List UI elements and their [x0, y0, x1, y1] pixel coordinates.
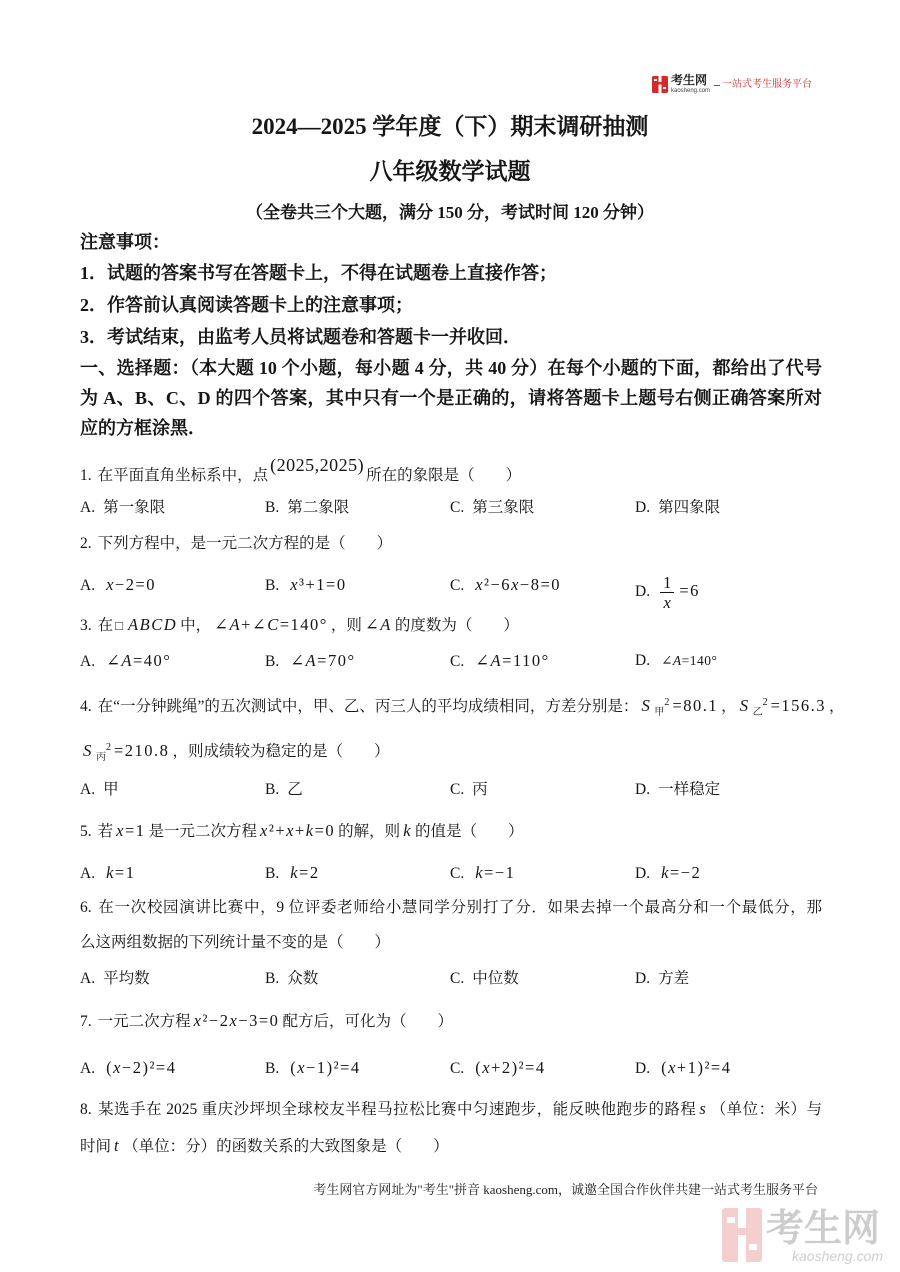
stem-text: 所在的象限是（ ）	[366, 467, 522, 484]
option-text: 一样稳定	[658, 781, 721, 798]
separator: ，	[172, 743, 188, 761]
option-letter: D.	[635, 652, 651, 669]
stem-text: （单位：分）的函数关系的大致图象是（ ）	[123, 1138, 449, 1155]
notes-item-3: 3．考试结束，由监考人员将试题卷和答题卡一并收回．	[80, 327, 521, 347]
variance-subscript: 甲	[654, 707, 665, 719]
option-text: 第四象限	[658, 499, 721, 516]
option-d	[635, 573, 703, 612]
option-letter: C.	[450, 970, 465, 987]
option-letter: A.	[80, 781, 96, 798]
stem-text: 的度数为（ ）	[394, 617, 519, 634]
option-d	[635, 1056, 734, 1081]
option-math: ∠A=110°	[475, 651, 550, 670]
option-letter: D.	[635, 865, 651, 882]
stem-text: 若	[97, 823, 114, 840]
question-6-stem-line-2: 么这两组数据的下列统计量不变的是（ ）	[80, 934, 391, 951]
option-letter: C.	[450, 865, 465, 882]
stem-text: 的解，则	[338, 823, 401, 840]
kaosheng-logo-icon	[722, 1208, 762, 1262]
option-letter: C.	[450, 1060, 465, 1077]
option-letter: A.	[80, 653, 96, 670]
option-text: 第一象限	[103, 499, 166, 516]
question-number: 7.	[80, 1013, 92, 1030]
option-b	[265, 967, 318, 991]
question-number: 6.	[80, 899, 92, 916]
equation: x²+x+k=0	[260, 821, 336, 840]
option-letter: B.	[265, 1060, 280, 1077]
variance-bing	[80, 741, 111, 764]
variance-value: =156.3	[770, 696, 827, 716]
question-5-options	[80, 861, 822, 885]
root-value: x=1	[116, 821, 146, 840]
option-d	[635, 778, 720, 802]
stem-text: （单位：米）与	[710, 1101, 822, 1118]
variance-jia	[638, 696, 670, 719]
option-text: 众数	[287, 970, 319, 987]
equation: x²−2x−3=0	[193, 1011, 280, 1030]
option-letter: C.	[450, 653, 465, 670]
variance-symbol: S	[739, 696, 750, 716]
option-letter: B.	[265, 653, 280, 670]
fraction-numerator: 1	[660, 573, 674, 593]
variance-value: =210.8	[114, 741, 170, 761]
option-b	[265, 1056, 364, 1081]
option-letter: D.	[635, 583, 651, 601]
question-3-stem	[80, 613, 519, 638]
question-2-stem	[80, 532, 392, 556]
option-c	[450, 861, 518, 886]
question-1-stem	[80, 455, 522, 488]
option-c	[450, 649, 553, 674]
option-letter: B.	[265, 577, 280, 594]
option-b	[265, 861, 323, 886]
time-variable: t	[114, 1136, 121, 1155]
option-letter: D.	[635, 1060, 651, 1077]
stem-text: 在	[97, 617, 114, 634]
option-d	[635, 967, 689, 991]
page-footer: 考生网官方网址为"考生"拼音 kaosheng.com，诚邀全国合作伙伴共建一站式考生服务平台	[313, 1182, 818, 1197]
notes-item-1: 1．试题的答案书写在答题卡上，不得在试题卷上直接作答；	[80, 263, 557, 283]
variance-subscript: 乙	[752, 707, 763, 719]
option-a	[80, 778, 119, 802]
option-letter: C.	[450, 577, 465, 594]
option-text: 丙	[472, 781, 488, 798]
parallelogram-symbol: □	[115, 618, 123, 633]
variable: k	[403, 821, 413, 840]
stem-text: 在“一分钟跳绳”的五次测试中，甲、乙、丙三人的平均成绩相同，方差分别是：	[97, 698, 639, 716]
section-one-line-3: 应的方框涂黑．	[80, 418, 206, 438]
stem-text: 某选手在 2025 重庆沙坪坝全球校友半程马拉松比赛中匀速跑步，能反映他跑步的路程	[97, 1101, 697, 1118]
option-math: ∠A=40°	[106, 651, 172, 670]
watermark-brand: 考生网	[766, 1206, 881, 1250]
question-8-stem-line-1	[80, 1097, 822, 1122]
exam-title: 2024—2025 学年度（下）期末调研抽测	[251, 114, 649, 139]
option-math: k=1	[106, 863, 136, 882]
stem-text: 时间	[80, 1138, 112, 1155]
option-text: 平均数	[103, 970, 150, 987]
option-a	[80, 573, 159, 598]
question-4-options	[80, 778, 822, 802]
option-letter: A.	[80, 970, 96, 987]
option-math: x²−6x−8=0	[475, 575, 562, 594]
distance-variable: s	[699, 1099, 708, 1118]
option-c	[450, 1056, 549, 1081]
stem-text: 则成绩较为稳定的是（ ）	[187, 743, 390, 761]
option-letter: B.	[265, 781, 280, 798]
option-d	[635, 496, 720, 520]
question-4-stem-line-2	[80, 736, 389, 770]
option-letter: A.	[80, 865, 96, 882]
option-text: 第二象限	[287, 499, 350, 516]
option-d	[635, 649, 720, 673]
option-math: k=−1	[475, 863, 516, 882]
question-6-stem-line-1	[80, 896, 822, 920]
option-c	[450, 778, 488, 802]
section-one-line-1: 一、选择题：（本大题 10 个小题，每小题 4 分，共 40 分）在每个小题的下面，都给出了代号	[80, 358, 822, 378]
option-math: (x−1)²=4	[290, 1058, 361, 1077]
question-number: 5.	[80, 823, 92, 840]
option-letter: D.	[635, 499, 651, 516]
exam-info: （全卷共三个大题，满分 150 分，考试时间 120 分钟）	[246, 203, 654, 222]
option-math: (x−2)²=4	[106, 1058, 177, 1077]
option-letter: B.	[265, 970, 280, 987]
option-math: x−2=0	[106, 575, 157, 594]
option-math: ∠A=140°	[661, 653, 718, 668]
figure-name: ABCD	[128, 615, 178, 634]
option-math: ∠A=70°	[290, 651, 356, 670]
question-number: 3.	[80, 617, 92, 634]
option-a	[80, 1056, 179, 1081]
option-d	[635, 861, 704, 886]
stem-text: 中，	[180, 617, 212, 634]
separator: ，	[829, 698, 845, 716]
option-a	[80, 496, 165, 520]
section-one-line-2: 为 A、B、C、D 的四个答案，其中只有一个是正确的，请将答题卡上题号右侧正确答案所对	[80, 388, 822, 408]
notes-item-2: 2．作答前认真阅读答题卡上的注意事项；	[80, 295, 413, 315]
option-letter: A.	[80, 577, 96, 594]
coordinate-point: (2025,2025)	[270, 455, 365, 475]
fraction	[660, 573, 674, 612]
option-b	[265, 778, 303, 802]
option-letter: D.	[635, 970, 651, 987]
kaosheng-logo-icon	[652, 76, 668, 93]
question-number: 4.	[80, 698, 92, 716]
option-b	[265, 649, 359, 674]
fraction-denominator: x	[663, 593, 671, 612]
question-3-options	[80, 649, 822, 673]
stem-text: 配方后，可化为（ ）	[282, 1013, 453, 1030]
variance-value: =80.1	[672, 696, 719, 716]
option-letter: B.	[265, 499, 280, 516]
logo-slogan: 一站式考生服务平台	[722, 79, 812, 90]
option-text: 方差	[658, 970, 690, 987]
option-b	[265, 496, 349, 520]
variance-symbol: S	[641, 696, 652, 716]
question-4-stem-line-1	[80, 691, 845, 725]
option-letter: D.	[635, 781, 651, 798]
stem-text: 的值是（ ）	[415, 823, 524, 840]
option-c	[450, 573, 564, 598]
option-a	[80, 649, 174, 674]
variance-symbol: S	[83, 741, 93, 761]
option-a	[80, 861, 138, 886]
option-text: 甲	[103, 781, 119, 798]
option-math: k=2	[290, 863, 320, 882]
option-math: x³+1=0	[290, 575, 347, 594]
question-5-stem	[80, 819, 524, 844]
watermark-domain: kaosheng.com	[792, 1248, 884, 1264]
question-6-options	[80, 967, 822, 991]
option-text: 乙	[287, 781, 303, 798]
option-math: (x+2)²=4	[475, 1058, 546, 1077]
question-7-stem	[80, 1009, 453, 1034]
stem-text: 在一次校园演讲比赛中，9 位评委老师给小慧同学分别打了分．如果去掉一个最高分和一个最低分，那	[97, 899, 822, 916]
question-8-stem-line-2	[80, 1134, 449, 1159]
question-2-options	[80, 573, 822, 612]
option-letter: C.	[450, 499, 465, 516]
variance-superscript: 2	[106, 742, 111, 753]
option-c	[450, 496, 534, 520]
variance-superscript: 2	[664, 697, 670, 708]
notes-heading: 注意事项：	[80, 232, 170, 252]
separator: ，	[721, 698, 737, 716]
logo-domain: kaosheng.com	[671, 88, 711, 94]
option-text: 中位数	[472, 970, 519, 987]
logo-divider	[714, 85, 720, 86]
variance-yi	[737, 696, 768, 719]
stem-text: ，则	[330, 617, 362, 634]
stem-text: 是一元二次方程	[148, 823, 258, 840]
option-letter: C.	[450, 781, 465, 798]
question-1-options	[80, 496, 822, 520]
angle-condition: ∠A+∠C=140°	[214, 615, 328, 634]
option-letter: B.	[265, 865, 280, 882]
variance-subscript: 丙	[96, 752, 106, 764]
option-c	[450, 967, 519, 991]
option-math: (x+1)²=4	[661, 1058, 732, 1077]
angle-name: ∠A	[364, 615, 392, 634]
option-math: k=−2	[661, 863, 702, 882]
option-text: 第三象限	[472, 499, 535, 516]
question-number: 1.	[80, 467, 92, 484]
option-a	[80, 967, 150, 991]
option-letter: A.	[80, 499, 96, 516]
option-math: =6	[679, 581, 700, 601]
variance-superscript: 2	[762, 697, 768, 708]
stem-text: 下列方程中，是一元二次方程的是（ ）	[97, 535, 393, 552]
option-letter: A.	[80, 1060, 96, 1077]
logo-brand: 考生网	[671, 73, 708, 87]
exam-subtitle: 八年级数学试题	[369, 159, 531, 184]
stem-text: 一元二次方程	[97, 1013, 191, 1030]
question-number: 2.	[80, 535, 92, 552]
option-b	[265, 573, 350, 598]
question-number: 8.	[80, 1101, 92, 1118]
stem-text: 在平面直角坐标系中，点	[97, 467, 269, 484]
question-7-options	[80, 1056, 822, 1080]
